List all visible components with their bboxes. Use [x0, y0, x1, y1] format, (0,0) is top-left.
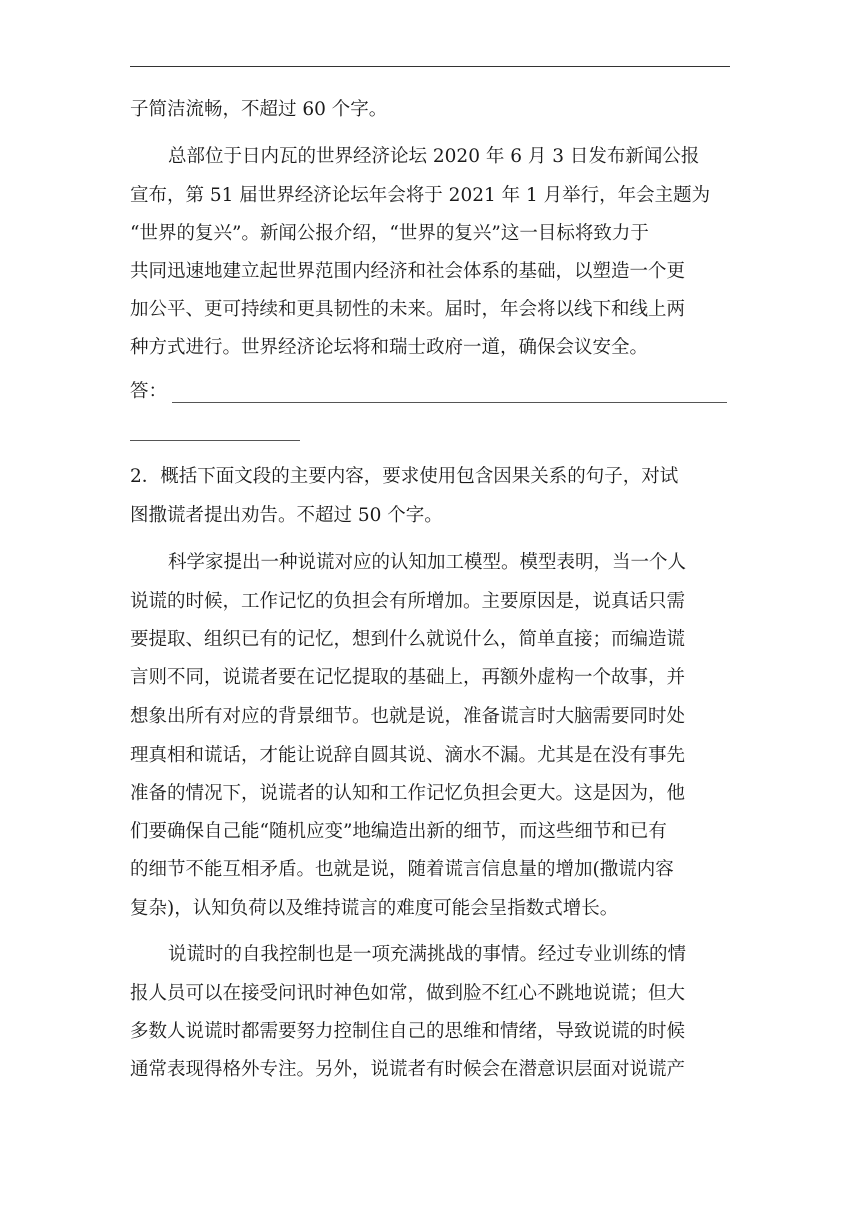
passage-2b-line: 多数人说谎时都需要努力控制住自己的思维和情绪，导致说谎的时候: [130, 1021, 686, 1042]
passage-2-line: 要提取、组织已有的记忆，想到什么就说什么，简单直接；而编造谎: [130, 629, 686, 650]
passage-2-line: 准备的情况下，说谎者的认知和工作记忆负担会更大。这是因为，他: [130, 783, 686, 804]
passage-2b-line: 说谎时的自我控制也是一项充满挑战的事情。经过专业训练的情: [168, 944, 687, 965]
passage-1-line: 种方式进行。世界经济论坛将和瑞士政府一道，确保会议安全。: [130, 337, 649, 358]
answer-line-continued[interactable]: [130, 440, 300, 441]
answer-label: 答：: [130, 381, 168, 402]
passage-2-line: 言则不同，说谎者要在记忆提取的基础上，再额外虚构一个故事，并: [130, 667, 686, 688]
passage-2-line: 的细节不能互相矛盾。也就是说，随着谎言信息量的增加(撒谎内容: [130, 859, 674, 880]
passage-2-line: 说谎的时候，工作记忆的负担会有所增加。主要原因是，说真话只需: [130, 591, 686, 612]
passage-2-line: 复杂)，认知负荷以及维持谎言的难度可能会呈指数式增长。: [130, 898, 619, 919]
question-2-prompt: 2．概括下面文段的主要内容，要求使用包含因果关系的句子，对试: [130, 466, 679, 487]
header-rule: [130, 66, 730, 67]
passage-2-line: 们要确保自己能“随机应变”地编造出新的细节，而这些细节和已有: [130, 821, 667, 842]
passage-2b-line: 通常表现得格外专注。另外，说谎者有时候会在潜意识层面对说谎产: [130, 1059, 686, 1080]
passage-1-line: 总部位于日内瓦的世界经济论坛 2020 年 6 月 3 日发布新闻公报: [168, 146, 700, 167]
passage-2-line: 想象出所有对应的背景细节。也就是说，准备谎言时大脑需要同时处: [130, 706, 686, 727]
passage-2-line: 理真相和谎话，才能让说辞自圆其说、滴水不漏。尤其是在没有事先: [130, 745, 686, 766]
passage-2-line: 科学家提出一种说谎对应的认知加工模型。模型表明，当一个人: [168, 552, 687, 573]
passage-1-line: “世界的复兴”。新闻公报介绍，“世界的复兴”这一目标将致力于: [130, 223, 649, 244]
passage-2b-line: 报人员可以在接受问讯时神色如常，做到脸不红心不跳地说谎；但大: [130, 983, 686, 1004]
passage-1-line: 加公平、更可持续和更具韧性的未来。届时，年会将以线下和线上两: [130, 299, 686, 320]
answer-line[interactable]: [172, 402, 727, 403]
question-2-prompt: 图撒谎者提出劝告。不超过 50 个字。: [130, 505, 443, 526]
question-1-tail: 子简洁流畅，不超过 60 个字。: [130, 99, 388, 120]
passage-1-line: 共同迅速地建立起世界范围内经济和社会体系的基础，以塑造一个更: [130, 261, 686, 282]
passage-1-line: 宣布，第 51 届世界经济论坛年会将于 2021 年 1 月举行，年会主题为: [130, 185, 711, 206]
